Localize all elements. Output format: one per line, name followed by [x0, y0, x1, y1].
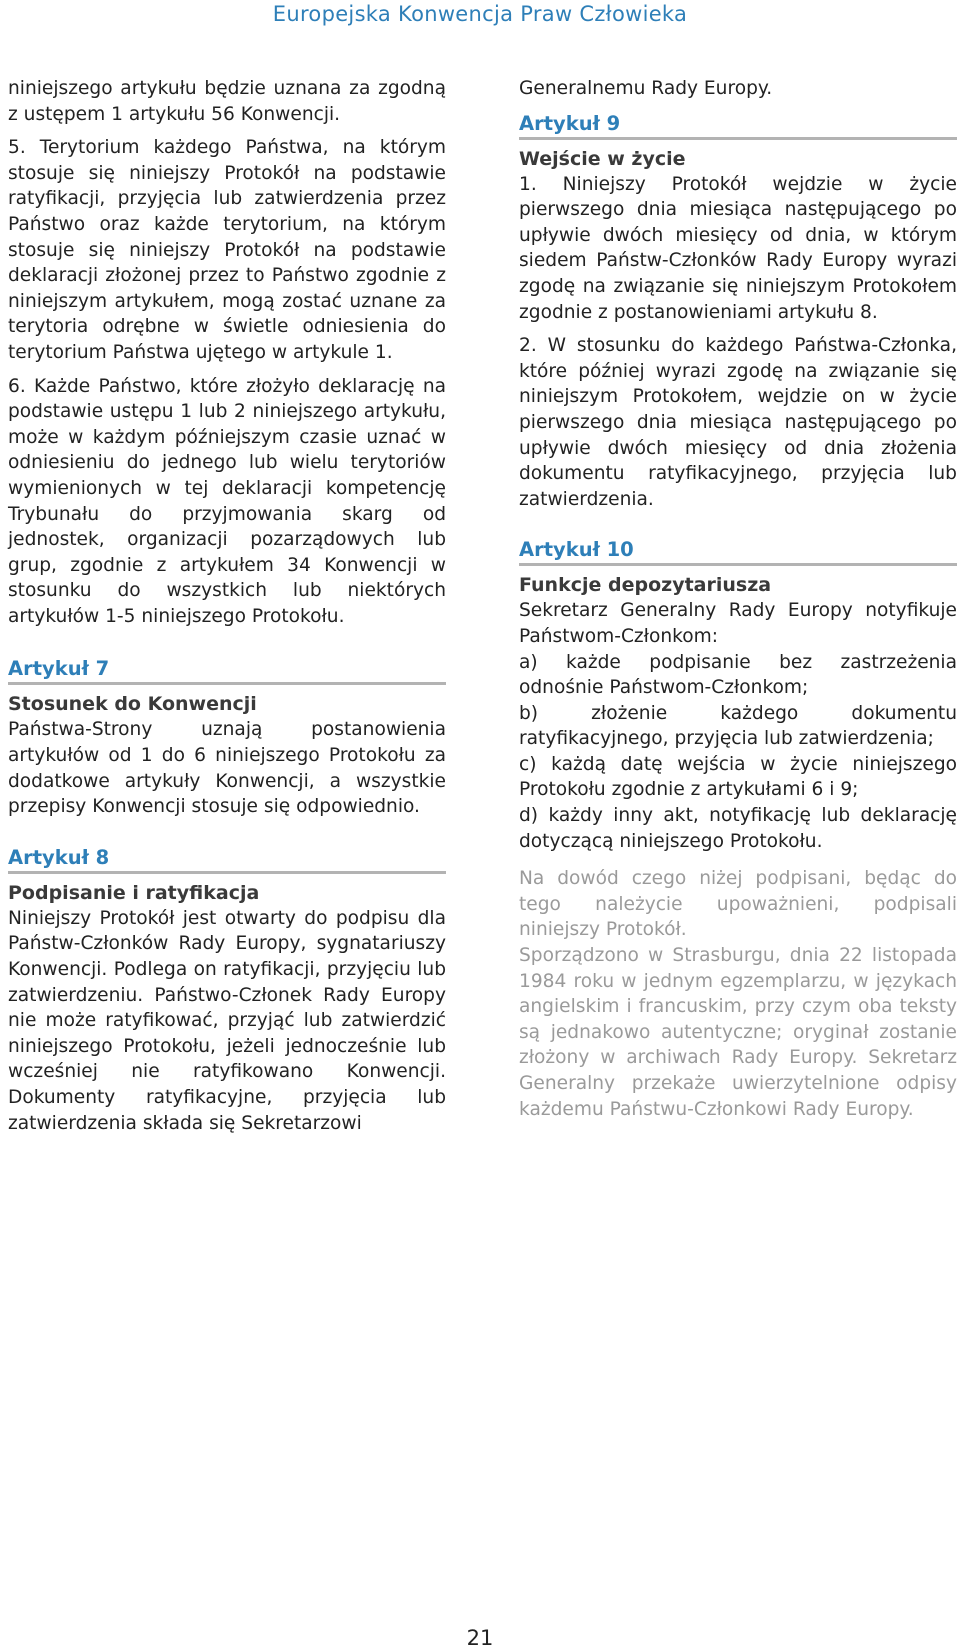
article-10-subtitle: Funkcje depozytariusza — [519, 574, 772, 597]
continued-paragraph-right: Generalnemu Rady Europy. — [519, 78, 773, 99]
paragraph-5: 5. Terytorium każdego Państwa, na którym stosuje się niniejszy Protokół na podstawie ratyfikacji, przyjęcia lub zatwierdzenia przez Państwo oraz każde terytorium, na którym stosuje się niniejszy Protokół na podstawie deklaracji złożonej przez to Państwo zgodnie z niniejszym artykułem, mogą zostać uznane za terytoria odrębne w świetle odniesienia do terytorium Państwa ujętego w artykule 1. — [8, 137, 446, 363]
article-9-title: Artykuł 9 — [519, 112, 957, 140]
article-10-item-c: c) każdą datę wejścia w życie niniejszego Protokołu zgodnie z artykułami 6 i 9; — [519, 753, 957, 801]
article-9-paragraph-2: 2. W stosunku do każdego Państwa-Członka, które później wyrazi zgodę na związanie się niniejszym Protokołem, wejdzie on w życie pierwszego dnia miesiąca następującego po upływie dwóch miesięcy od dnia złożenia dokumentu ratyfikacyjnego, przyjęcia lub zatwierdzenia. — [519, 335, 957, 510]
article-10-item-d: d) każdy inny akt, notyfikację lub deklarację dotyczącą niniejszego Protokołu. — [519, 805, 957, 852]
article-8-subtitle: Podpisanie i ratyfikacja — [8, 881, 260, 904]
running-header: Europejska Konwencja Praw Człowieka — [272, 2, 688, 26]
closing-paragraph-2: Sporządzono w Strasburgu, dnia 22 listopada 1984 roku w jednym egzemplarzu, w językach angielskim i francuskim, przy czym oba teksty są jednakowo autentyczne; oryginał zostanie złożony w archiwach Rady Europy. Sekretarz Generalny przekaże uwierzytelnione odpisy każdemu Państwu-Członkowi Rady Europy. — [519, 945, 957, 1120]
article-7-subtitle: Stosunek do Konwencji — [8, 693, 257, 716]
article-8-text: Niniejszy Protokół jest otwarty do podpisu dla Państw-Członków Rady Europy, sygnatariuszy Konwencji. Podlega on ratyfikacji, przyjęciu lub zatwierdzeniu. Państwo-Członek Rady Europy nie może ratyfikować, przyjąć lub zatwierdzić niniejszego Protokołu, jeżeli jednocześnie lub wcześniej nie ratyfikowano Konwencji. Dokumenty ratyfikacyjne, przyjęcia lub zatwierdzenia składa się Sekretarzowi — [8, 907, 446, 1134]
page-number: 21 — [466, 1626, 494, 1650]
article-8-title: Artykuł 8 — [8, 846, 446, 874]
article-8 — [8, 846, 446, 1136]
continued-paragraph: niniejszego artykułu będzie uznana za zgodną z ustępem 1 artykułu 56 Konwencji. — [8, 78, 446, 125]
article-10-item-b: b) złożenie każdego dokumentu ratyfikacyjnego, przyjęcia lub zatwierdzenia; — [519, 702, 957, 750]
article-10-intro: Sekretarz Generalny Rady Europy notyfikuje Państwom-Członkom: — [519, 600, 957, 647]
left-column — [8, 76, 446, 1136]
article-9 — [519, 112, 957, 513]
paragraph-6: 6. Każde Państwo, które złożyło deklarację na podstawie ustępu 1 lub 2 niniejszego artykułu, może w każdym późniejszym czasie uznać w odniesieniu do jednego lub wielu terytoriów wymienionych w tej deklaracji kompetencję Trybunału do przyjmowania skarg od jednostek, organizacji pozarządowych lub grup, zgodnie z artykułem 34 Konwencji w stosunku do wszystkich lub niektórych artykułów 1-5 niniejszego Protokołu. — [8, 375, 446, 627]
article-10 — [519, 538, 957, 854]
closing-paragraph-1: Na dowód czego niżej podpisani, będąc do tego należycie upoważnieni, podpisali niniejszy Protokół. — [519, 868, 957, 941]
article-7-title: Artykuł 7 — [8, 657, 446, 685]
article-9-paragraph-1: 1. Niniejszy Protokół wejdzie w życie pierwszego dnia miesiąca następującego po upływie dwóch miesięcy od dnia, w którym siedem Państw-Członków Rady Europy wyrazi zgodę na związanie się niniejszym Protokołem zgodnie z postanowieniami artykułu 8. — [519, 173, 957, 323]
article-10-item-a: a) każde podpisanie bez zastrzeżenia odnośnie Państwom-Członkom; — [519, 651, 957, 699]
article-10-title: Artykuł 10 — [519, 538, 957, 566]
right-column — [519, 76, 957, 1122]
article-7-text: Państwa-Strony uznają postanowienia artykułów od 1 do 6 niniejszego Protokołu za dodatkowe artykuły Konwencji, a wszystkie przepisy Konwencji stosuje się odpowiednio. — [8, 719, 446, 818]
article-9-subtitle: Wejście w życie — [519, 147, 686, 170]
article-7 — [8, 657, 446, 819]
